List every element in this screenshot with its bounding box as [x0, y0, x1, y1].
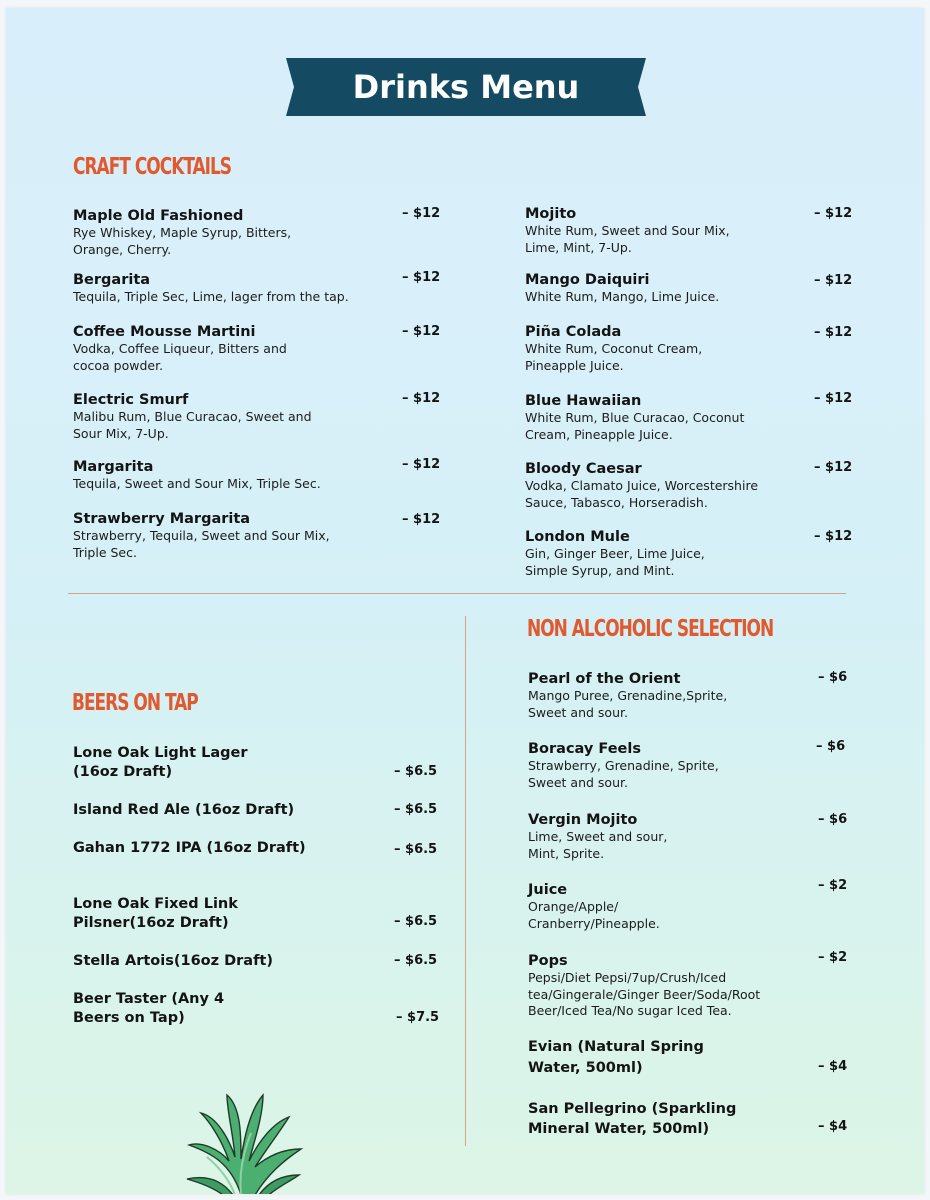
item-name: Margarita — [73, 459, 154, 475]
horizontal-divider — [68, 593, 846, 594]
cocktail-item — [73, 392, 393, 442]
item-name: London Mule — [525, 529, 630, 545]
item-price: – $4 — [818, 1119, 848, 1134]
item-price: – $6 — [816, 739, 846, 754]
cocktail-item — [525, 529, 805, 579]
item-name: Electric Smurf — [73, 392, 189, 408]
item-price: – $12 — [402, 324, 441, 339]
item-description: Mango Puree, Grenadine,Sprite, Sweet and sour. — [528, 688, 728, 720]
cocktail-item — [525, 393, 805, 443]
cocktail-item — [525, 272, 805, 306]
beer-item — [73, 839, 373, 858]
beer-price: – $6.5 — [394, 914, 438, 929]
menu-title: Drinks Menu — [352, 68, 580, 106]
item-name: Boracay Feels — [528, 741, 641, 757]
item-description: Vodka, Clamato Juice, Worcestershire Sauce, Tabasco, Horseradish. — [525, 478, 759, 510]
item-name: Evian (Natural Spring Water, 500ml) — [528, 1039, 704, 1076]
seaweed-plant-icon — [171, 1083, 311, 1194]
beer-name: Beer Taster (Any 4 Beers on Tap) — [73, 991, 225, 1026]
drink-item — [528, 953, 798, 1020]
item-name: Vergin Mojito — [528, 812, 638, 828]
item-description: Strawberry, Grenadine, Sprite, Sweet and sour. — [528, 758, 719, 790]
item-price: – $12 — [814, 460, 853, 475]
item-price: – $12 — [814, 325, 853, 340]
item-price: – $12 — [814, 273, 853, 288]
beer-item — [73, 801, 373, 820]
item-description: Malibu Rum, Blue Curacao, Sweet and Sour Mix, 7-Up. — [73, 409, 312, 441]
beer-price: – $7.5 — [396, 1010, 440, 1025]
drink-item — [528, 671, 798, 721]
drink-item — [528, 1099, 768, 1139]
section-title-non-alcoholic: NON ALCOHOLIC SELECTION — [527, 616, 774, 642]
item-description: Lime, Sweet and sour, Mint, Sprite. — [528, 829, 668, 861]
beer-name: Lone Oak Fixed Link Pilsner(16oz Draft) — [73, 896, 238, 931]
beer-name: Stella Artois(16oz Draft) — [73, 953, 273, 969]
cocktail-item — [525, 324, 805, 374]
beer-price: – $6.5 — [394, 802, 438, 817]
item-price: – $6 — [818, 670, 848, 685]
beer-name: Lone Oak Light Lager (16oz Draft) — [73, 745, 248, 780]
item-price: – $12 — [402, 270, 441, 285]
item-description: White Rum, Coconut Cream, Pineapple Juice. — [525, 341, 703, 373]
item-description: Gin, Ginger Beer, Lime Juice, Simple Syrup, and Mint. — [525, 546, 705, 578]
beer-name: Gahan 1772 IPA (16oz Draft) — [73, 840, 306, 856]
beer-price: – $6.5 — [394, 764, 438, 779]
item-description: Tequila, Triple Sec, Lime, lager from the tap. — [73, 289, 349, 304]
item-price: – $12 — [402, 457, 441, 472]
item-description: White Rum, Blue Curacao, Coconut Cream, Pineapple Juice. — [525, 410, 745, 442]
section-title-cocktails: CRAFT COCKTAILS — [73, 154, 232, 180]
beer-price: – $6.5 — [394, 842, 438, 857]
item-price: – $2 — [818, 950, 848, 965]
item-description: Orange/Apple/ Cranberry/Pineapple. — [528, 899, 660, 931]
beer-item — [73, 990, 273, 1028]
item-description: Pepsi/Diet Pepsi/7up/Crush/Iced tea/Gingerale/Ginger Beer/Soda/Root Beer/Iced Tea/No sugar Iced Tea. — [528, 970, 761, 1018]
item-name: San Pellegrino (Sparkling Mineral Water, 500ml) — [528, 1101, 737, 1137]
cocktail-item — [73, 208, 393, 258]
item-description: Strawberry, Tequila, Sweet and Sour Mix, Triple Sec. — [73, 528, 330, 560]
cocktail-item — [73, 459, 393, 493]
item-price: – $12 — [814, 206, 853, 221]
item-name: Juice — [528, 882, 568, 898]
title-banner — [286, 58, 646, 116]
item-name: Strawberry Margarita — [73, 511, 251, 527]
item-name: Pops — [528, 953, 568, 969]
beer-item — [73, 952, 373, 971]
cocktail-item — [73, 272, 393, 306]
cocktail-item — [73, 324, 393, 374]
item-price: – $12 — [402, 512, 441, 527]
item-name: Mango Daiquiri — [525, 272, 650, 288]
item-name: Pearl of the Orient — [528, 671, 681, 687]
item-description: Rye Whiskey, Maple Syrup, Bitters, Orange, Cherry. — [73, 225, 292, 257]
section-title-beers: BEERS ON TAP — [72, 690, 198, 716]
cocktail-item — [525, 461, 805, 511]
item-description: Tequila, Sweet and Sour Mix, Triple Sec. — [73, 476, 321, 491]
drink-item — [528, 812, 798, 862]
item-description: White Rum, Sweet and Sour Mix, Lime, Mint, 7-Up. — [525, 223, 730, 255]
item-price: – $6 — [818, 812, 848, 827]
item-name: Mojito — [525, 206, 577, 222]
item-price: – $12 — [814, 391, 853, 406]
item-name: Coffee Mousse Martini — [73, 324, 256, 340]
item-name: Bloody Caesar — [525, 461, 642, 477]
beer-item — [73, 744, 273, 782]
item-name: Piña Colada — [525, 324, 622, 340]
beer-price: – $6.5 — [394, 953, 438, 968]
item-description: Vodka, Coffee Liqueur, Bitters and cocoa powder. — [73, 341, 287, 373]
drink-item — [528, 741, 798, 791]
drink-item — [528, 882, 798, 932]
item-name: Bergarita — [73, 272, 151, 288]
item-description: White Rum, Mango, Lime Juice. — [525, 289, 720, 304]
drink-item — [528, 1037, 748, 1079]
item-name: Blue Hawaiian — [525, 393, 642, 409]
item-name: Maple Old Fashioned — [73, 208, 244, 224]
item-price: – $4 — [818, 1059, 848, 1074]
beer-item — [73, 895, 273, 933]
cocktail-item — [73, 511, 393, 561]
vertical-divider — [465, 616, 466, 1146]
menu-page — [6, 8, 924, 1194]
item-price: – $12 — [402, 391, 441, 406]
item-price: – $2 — [818, 878, 848, 893]
item-price: – $12 — [814, 529, 853, 544]
cocktail-item — [525, 206, 805, 256]
beer-name: Island Red Ale (16oz Draft) — [73, 802, 295, 818]
item-price: – $12 — [402, 206, 441, 221]
